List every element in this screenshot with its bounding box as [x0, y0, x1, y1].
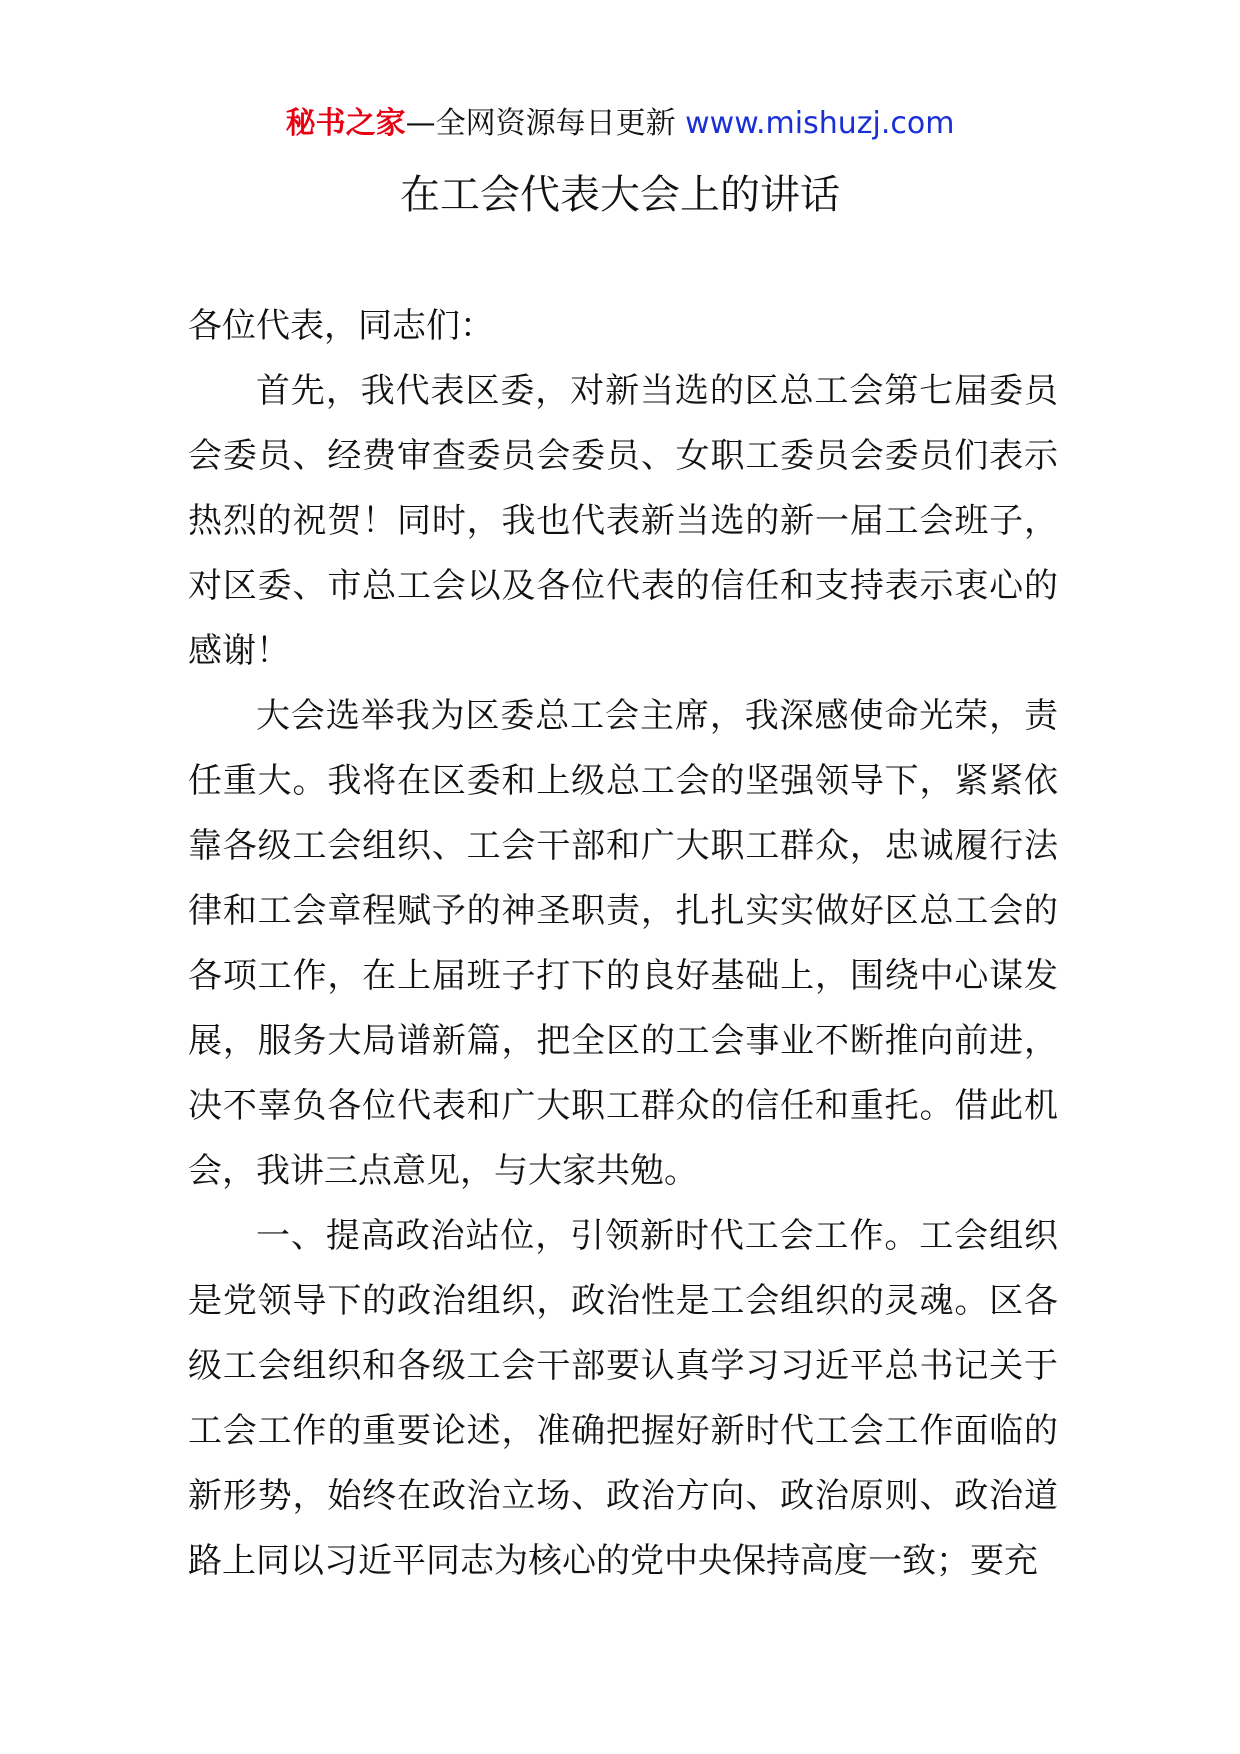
site-tagline: —全网资源每日更新: [405, 106, 686, 141]
paragraph-3: 一、提高政治站位，引领新时代工会工作。工会组织是党领导下的政治组织，政治性是工会组织的灵魂。区各级工会组织和各级工会干部要认真学习习近平总书记关于工会工作的重要论述，准确把握好新时代工会工作面临的新形势，始终在政治立场、政治方向、政治原则、政治道路上同以习近平同志为核心的党中央保持高度一致；要充: [188, 1216, 1058, 1581]
salutation: 各位代表，同志们：: [188, 306, 494, 346]
paragraph-1: 首先，我代表区委，对新当选的区总工会第七届委员会委员、经费审查委员会委员、女职工委员会委员们表示热烈的祝贺！同时，我也代表新当选的新一届工会班子，对区委、市总工会以及各位代表的信任和支持表示衷心的感谢！: [188, 371, 1058, 671]
document-body: [188, 294, 1058, 1594]
site-brand: 秘书之家: [285, 106, 406, 141]
site-url-link[interactable]: www.mishuzj.com: [685, 106, 955, 141]
paragraph-2: 大会选举我为区委总工会主席，我深感使命光荣，责任重大。我将在区委和上级总工会的坚强领导下，紧紧依靠各级工会组织、工会干部和广大职工群众，忠诚履行法律和工会章程赋予的神圣职责，扎扎实实做好区总工会的各项工作，在上届班子打下的良好基础上，围绕中心谋发展，服务大局谱新篇，把全区的工会事业不断推向前进，决不辜负各位代表和广大职工群众的信任和重托。借此机会，我讲三点意见，与大家共勉。: [188, 696, 1058, 1191]
document-title: 在工会代表大会上的讲话: [400, 172, 840, 218]
site-header: [0, 104, 1240, 144]
